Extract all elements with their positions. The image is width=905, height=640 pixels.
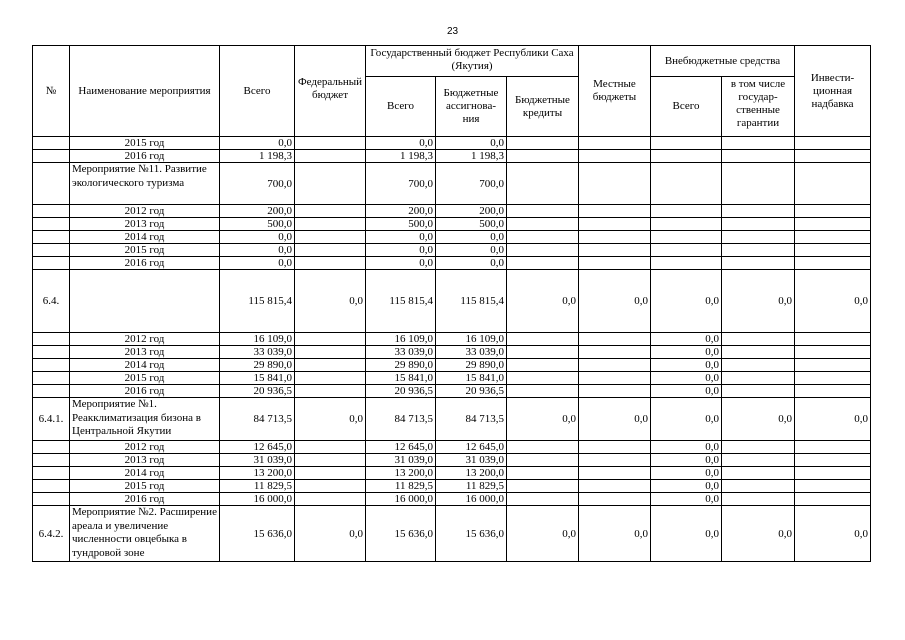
header-extra: Внебюджетные средства [651,46,795,77]
cell-local [579,150,651,163]
cell-extra-guarantees [722,137,795,150]
table-row [33,385,871,398]
cell-federal [295,150,366,163]
cell-row-index [33,493,70,506]
cell-state-allocations: 1 198,3 [436,150,507,163]
cell-row-name: 2015 год [70,480,220,493]
cell-investment [795,137,871,150]
table-row [33,205,871,218]
cell-extra-total: 0,0 [651,270,722,333]
cell-local [579,359,651,372]
cell-extra-total: 0,0 [651,506,722,562]
cell-row-name: 2015 год [70,137,220,150]
cell-federal [295,257,366,270]
cell-row-name: 2012 год [70,333,220,346]
cell-state-total: 12 645,0 [366,441,436,454]
cell-state-allocations: 13 200,0 [436,467,507,480]
table-row [33,493,871,506]
cell-local [579,441,651,454]
cell-row-name: 2014 год [70,359,220,372]
cell-total: 0,0 [220,137,295,150]
cell-row-index [33,163,70,205]
cell-investment [795,346,871,359]
cell-extra-total: 0,0 [651,480,722,493]
cell-total: 84 713,5 [220,398,295,441]
cell-row-name: 2016 год [70,385,220,398]
cell-row-name: 2016 год [70,150,220,163]
cell-state-total: 16 109,0 [366,333,436,346]
cell-federal [295,231,366,244]
cell-extra-total: 0,0 [651,385,722,398]
cell-federal [295,385,366,398]
cell-investment [795,493,871,506]
cell-extra-guarantees [722,346,795,359]
cell-total: 200,0 [220,205,295,218]
cell-state-credits [507,244,579,257]
cell-investment [795,372,871,385]
header-state-total: Всего [366,77,436,137]
cell-state-credits [507,359,579,372]
cell-state-total: 1 198,3 [366,150,436,163]
cell-investment [795,441,871,454]
cell-local [579,467,651,480]
cell-extra-total: 0,0 [651,333,722,346]
cell-row-name: Мероприятие №2. Расширение ареала и увеличение численности овцебыка в тундровой зоне [70,506,220,562]
cell-local [579,218,651,231]
cell-extra-guarantees [722,244,795,257]
cell-local: 0,0 [579,398,651,441]
cell-state-allocations: 0,0 [436,231,507,244]
header-investment: Инвести-ционная надбавка [795,46,871,137]
cell-extra-guarantees [722,467,795,480]
cell-row-name: 2013 год [70,218,220,231]
cell-federal [295,454,366,467]
cell-state-total: 0,0 [366,244,436,257]
table-row [33,150,871,163]
cell-row-name: 2012 год [70,205,220,218]
table-row [33,270,871,333]
cell-state-credits [507,218,579,231]
cell-extra-total [651,163,722,205]
cell-extra-guarantees [722,231,795,244]
cell-state-credits [507,480,579,493]
cell-row-name: 2013 год [70,346,220,359]
cell-extra-guarantees [722,372,795,385]
header-state-allocations: Бюджетные ассигнова-ния [436,77,507,137]
table-row [33,398,871,441]
cell-local: 0,0 [579,506,651,562]
cell-federal [295,137,366,150]
cell-row-index [33,205,70,218]
cell-state-allocations: 31 039,0 [436,454,507,467]
cell-local: 0,0 [579,270,651,333]
cell-local [579,333,651,346]
cell-state-allocations: 15 841,0 [436,372,507,385]
cell-federal: 0,0 [295,270,366,333]
cell-federal [295,163,366,205]
cell-federal [295,467,366,480]
cell-local [579,385,651,398]
header-extra-guarantees: в том числе государ-ственные гарантии [722,77,795,137]
cell-state-allocations: 11 829,5 [436,480,507,493]
cell-state-credits [507,441,579,454]
cell-state-credits [507,372,579,385]
cell-state-allocations: 16 109,0 [436,333,507,346]
cell-extra-total: 0,0 [651,454,722,467]
table-row [33,218,871,231]
cell-total: 33 039,0 [220,346,295,359]
cell-total: 15 841,0 [220,372,295,385]
cell-investment [795,205,871,218]
cell-state-total: 0,0 [366,137,436,150]
cell-state-total: 84 713,5 [366,398,436,441]
cell-state-total: 20 936,5 [366,385,436,398]
cell-investment [795,454,871,467]
cell-row-index [33,218,70,231]
cell-extra-total [651,137,722,150]
cell-federal [295,205,366,218]
cell-row-name: 2012 год [70,441,220,454]
cell-state-allocations: 20 936,5 [436,385,507,398]
cell-investment [795,359,871,372]
cell-state-total: 115 815,4 [366,270,436,333]
cell-extra-total: 0,0 [651,467,722,480]
table-row [33,359,871,372]
cell-state-credits [507,150,579,163]
cell-state-total: 33 039,0 [366,346,436,359]
table-row [33,372,871,385]
cell-federal [295,441,366,454]
cell-total: 500,0 [220,218,295,231]
cell-investment [795,480,871,493]
cell-row-index [33,454,70,467]
cell-investment [795,244,871,257]
cell-extra-guarantees [722,385,795,398]
cell-local [579,137,651,150]
cell-row-name: 2014 год [70,231,220,244]
header-total: Всего [220,46,295,137]
cell-state-allocations: 0,0 [436,137,507,150]
cell-investment [795,231,871,244]
cell-state-allocations: 16 000,0 [436,493,507,506]
cell-state-allocations: 0,0 [436,257,507,270]
cell-state-credits [507,467,579,480]
cell-total: 0,0 [220,257,295,270]
table-row [33,506,871,562]
cell-state-credits [507,137,579,150]
cell-state-allocations: 84 713,5 [436,398,507,441]
cell-state-total: 500,0 [366,218,436,231]
cell-local [579,372,651,385]
cell-state-credits [507,205,579,218]
cell-total: 700,0 [220,163,295,205]
cell-extra-total: 0,0 [651,359,722,372]
cell-extra-guarantees [722,480,795,493]
table-row [33,244,871,257]
cell-state-credits [507,257,579,270]
cell-extra-total: 0,0 [651,493,722,506]
cell-local [579,454,651,467]
cell-state-total: 0,0 [366,231,436,244]
cell-total: 1 198,3 [220,150,295,163]
cell-state-total: 15 841,0 [366,372,436,385]
cell-state-credits [507,333,579,346]
cell-row-name: Мероприятие №11. Развитие экологического туризма [70,163,220,205]
cell-row-name: 2015 год [70,244,220,257]
cell-state-allocations: 700,0 [436,163,507,205]
cell-state-allocations: 500,0 [436,218,507,231]
header-local: Местные бюджеты [579,46,651,137]
cell-row-index [33,150,70,163]
cell-extra-guarantees [722,218,795,231]
cell-row-index [33,480,70,493]
cell-federal [295,359,366,372]
cell-state-allocations: 115 815,4 [436,270,507,333]
cell-row-name: 2016 год [70,257,220,270]
cell-state-credits [507,231,579,244]
cell-extra-total: 0,0 [651,346,722,359]
cell-extra-guarantees: 0,0 [722,270,795,333]
budget-table [32,45,871,562]
header-state-credits: Бюджетные кредиты [507,77,579,137]
cell-total: 0,0 [220,231,295,244]
cell-extra-total: 0,0 [651,398,722,441]
cell-federal [295,372,366,385]
cell-total: 31 039,0 [220,454,295,467]
cell-local [579,480,651,493]
cell-total: 11 829,5 [220,480,295,493]
cell-state-total: 15 636,0 [366,506,436,562]
table-row [33,467,871,480]
cell-federal [295,480,366,493]
cell-local [579,493,651,506]
cell-extra-guarantees [722,493,795,506]
table-row [33,480,871,493]
cell-state-credits: 0,0 [507,506,579,562]
cell-federal [295,493,366,506]
cell-state-total: 16 000,0 [366,493,436,506]
cell-state-credits [507,454,579,467]
cell-federal [295,333,366,346]
cell-extra-guarantees: 0,0 [722,398,795,441]
cell-state-credits [507,346,579,359]
cell-row-index [33,137,70,150]
cell-extra-total: 0,0 [651,441,722,454]
cell-extra-guarantees [722,333,795,346]
cell-federal [295,346,366,359]
cell-row-name: 2016 год [70,493,220,506]
header-name: Наименование мероприятия [70,46,220,137]
cell-extra-guarantees [722,454,795,467]
cell-federal [295,244,366,257]
cell-row-index [33,441,70,454]
cell-row-name [70,270,220,333]
cell-extra-total [651,231,722,244]
table-body [33,137,871,562]
cell-state-allocations: 29 890,0 [436,359,507,372]
cell-state-credits [507,385,579,398]
cell-total: 12 645,0 [220,441,295,454]
cell-federal [295,218,366,231]
cell-state-total: 0,0 [366,257,436,270]
cell-row-index: 6.4. [33,270,70,333]
cell-federal: 0,0 [295,398,366,441]
cell-row-index [33,385,70,398]
cell-extra-total [651,150,722,163]
cell-extra-total [651,244,722,257]
header-extra-total: Всего [651,77,722,137]
table-row [33,257,871,270]
cell-investment [795,218,871,231]
cell-local [579,244,651,257]
cell-row-index [33,333,70,346]
cell-state-total: 200,0 [366,205,436,218]
table-row [33,137,871,150]
cell-state-credits [507,163,579,205]
cell-row-name: 2014 год [70,467,220,480]
cell-total: 16 000,0 [220,493,295,506]
cell-local [579,231,651,244]
cell-extra-guarantees [722,359,795,372]
cell-row-index: 6.4.1. [33,398,70,441]
table-row [33,333,871,346]
cell-state-total: 11 829,5 [366,480,436,493]
header-state-budget: Государственный бюджет Республики Саха (Якутия) [366,46,579,77]
cell-state-total: 700,0 [366,163,436,205]
cell-row-index [33,257,70,270]
cell-federal: 0,0 [295,506,366,562]
cell-investment [795,467,871,480]
table-row [33,454,871,467]
cell-row-index [33,372,70,385]
cell-total: 0,0 [220,244,295,257]
cell-investment [795,150,871,163]
cell-row-index [33,346,70,359]
cell-row-index [33,231,70,244]
cell-state-allocations: 0,0 [436,244,507,257]
cell-extra-guarantees: 0,0 [722,506,795,562]
cell-total: 13 200,0 [220,467,295,480]
cell-investment [795,257,871,270]
cell-state-total: 13 200,0 [366,467,436,480]
cell-row-index [33,467,70,480]
cell-investment [795,385,871,398]
cell-extra-guarantees [722,163,795,205]
cell-state-credits: 0,0 [507,398,579,441]
cell-total: 29 890,0 [220,359,295,372]
cell-local [579,346,651,359]
cell-row-name: 2015 год [70,372,220,385]
cell-extra-guarantees [722,205,795,218]
cell-total: 16 109,0 [220,333,295,346]
cell-local [579,163,651,205]
cell-extra-total [651,257,722,270]
cell-extra-guarantees [722,150,795,163]
cell-row-name: 2013 год [70,454,220,467]
cell-extra-total [651,205,722,218]
cell-local [579,205,651,218]
cell-state-allocations: 12 645,0 [436,441,507,454]
cell-extra-guarantees [722,441,795,454]
cell-state-total: 29 890,0 [366,359,436,372]
cell-investment [795,163,871,205]
table-row [33,346,871,359]
cell-state-allocations: 15 636,0 [436,506,507,562]
cell-investment: 0,0 [795,506,871,562]
table-header [33,46,871,137]
cell-total: 15 636,0 [220,506,295,562]
cell-state-credits [507,493,579,506]
cell-row-index [33,359,70,372]
cell-row-index [33,244,70,257]
cell-extra-guarantees [722,257,795,270]
cell-extra-total [651,218,722,231]
cell-state-allocations: 33 039,0 [436,346,507,359]
table-row [33,231,871,244]
cell-investment [795,333,871,346]
cell-extra-total: 0,0 [651,372,722,385]
cell-total: 115 815,4 [220,270,295,333]
cell-investment: 0,0 [795,398,871,441]
cell-row-index: 6.4.2. [33,506,70,562]
header-federal: Федеральный бюджет [295,46,366,137]
table-row [33,441,871,454]
header-no: № [33,46,70,137]
cell-state-credits: 0,0 [507,270,579,333]
cell-investment: 0,0 [795,270,871,333]
cell-total: 20 936,5 [220,385,295,398]
cell-local [579,257,651,270]
cell-state-total: 31 039,0 [366,454,436,467]
cell-row-name: Мероприятие №1. Реакклиматизация бизона в Центральной Якутии [70,398,220,441]
cell-state-allocations: 200,0 [436,205,507,218]
table-row [33,163,871,205]
page-number: 23 [446,26,459,37]
